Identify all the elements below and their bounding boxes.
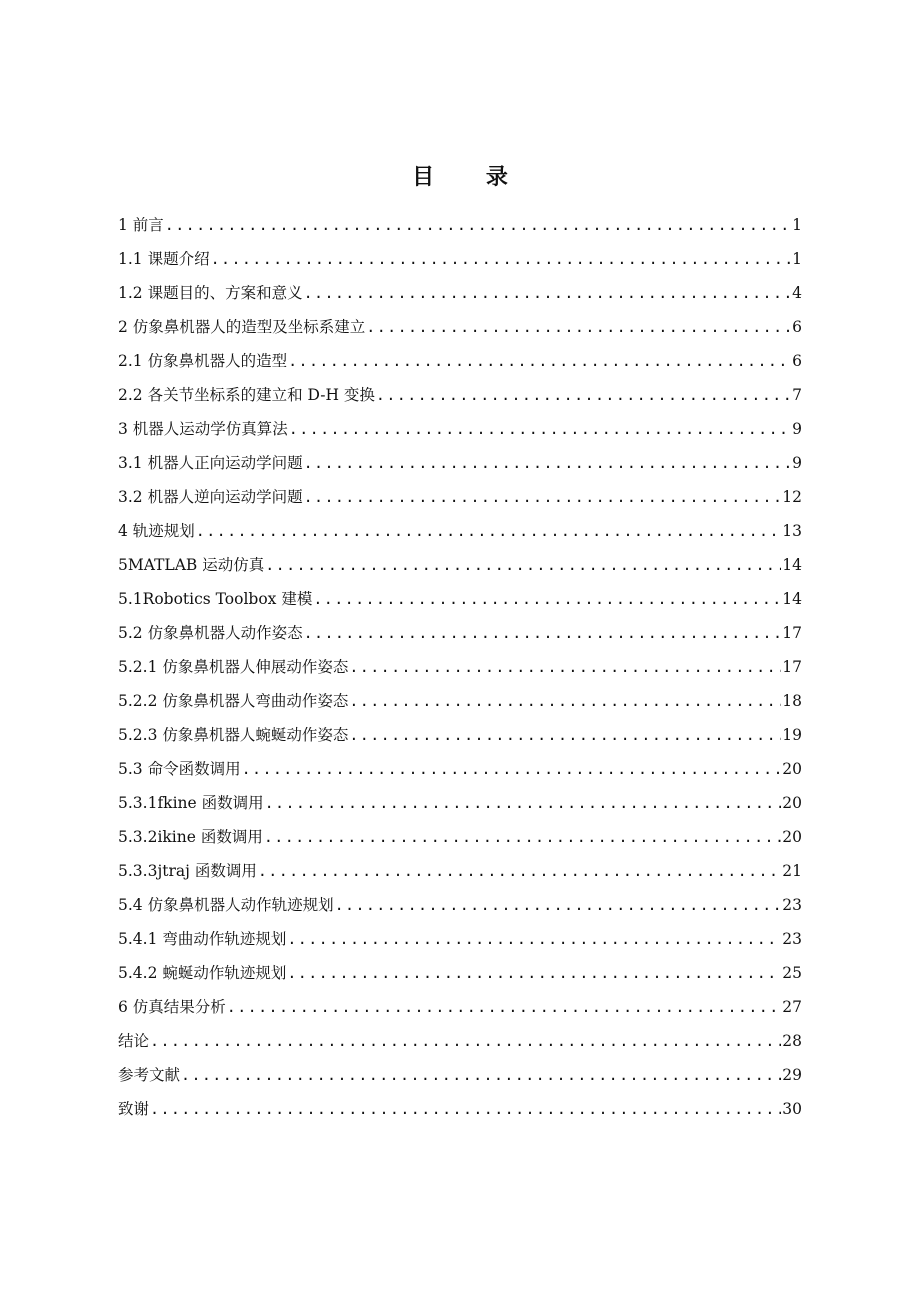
- toc-entry-title: 5.2.1 仿象鼻机器人伸展动作姿态: [118, 658, 349, 676]
- toc-entry-page-number: 30: [782, 1100, 802, 1118]
- toc-entry[interactable]: [118, 514, 802, 548]
- toc-leader-dots: [265, 786, 782, 820]
- toc-entry-title: 5.4.2 蜿蜒动作轨迹规划: [118, 964, 287, 982]
- toc-entry-page-number: 23: [782, 896, 802, 914]
- toc-entry[interactable]: [118, 922, 802, 956]
- toc-entry[interactable]: [118, 820, 802, 854]
- toc-entry-title: 参考文献: [118, 1066, 181, 1084]
- toc-entry-title: 5.4.1 弯曲动作轨迹规划: [118, 930, 287, 948]
- toc-entry[interactable]: [118, 990, 802, 1024]
- toc-entry-page-number: 9: [792, 420, 802, 438]
- toc-entry-title: 5.1Robotics Toolbox 建模: [118, 590, 313, 608]
- toc-entry-page-number: 23: [782, 930, 802, 948]
- toc-entry-page-number: 20: [782, 760, 802, 778]
- toc-entry-title: 5.2.3 仿象鼻机器人蜿蜒动作姿态: [118, 726, 349, 744]
- toc-entry[interactable]: [118, 582, 802, 616]
- toc-entry[interactable]: [118, 956, 802, 990]
- toc-leader-dots: [349, 718, 781, 752]
- toc-entry-title: 4 轨迹规划: [118, 522, 195, 540]
- toc-leader-dots: [181, 1058, 781, 1092]
- toc-leader-dots: [196, 514, 781, 548]
- toc-entry-page-number: 1: [792, 250, 802, 268]
- toc-leader-dots: [242, 752, 782, 786]
- toc-entry[interactable]: [118, 276, 802, 310]
- toc-entry[interactable]: [118, 378, 802, 412]
- toc-entry[interactable]: [118, 548, 802, 582]
- toc-entry-title: 5.2.2 仿象鼻机器人弯曲动作姿态: [118, 692, 349, 710]
- toc-entry-page-number: 27: [782, 998, 802, 1016]
- toc-leader-dots: [304, 446, 792, 480]
- toc-entry-page-number: 21: [782, 862, 802, 880]
- toc-entry[interactable]: [118, 242, 802, 276]
- page-title: 目 录: [412, 165, 530, 190]
- toc-leader-dots: [313, 582, 781, 616]
- toc-entry-page-number: 29: [782, 1066, 802, 1084]
- toc-entry-page-number: 19: [782, 726, 802, 744]
- toc-leader-dots: [287, 956, 781, 990]
- toc-leader-dots: [304, 480, 782, 514]
- toc-entry-page-number: 14: [782, 590, 802, 608]
- toc-entry[interactable]: [118, 208, 802, 242]
- toc-leader-dots: [349, 684, 781, 718]
- toc-entry-title: 5.3 命令函数调用: [118, 760, 241, 778]
- toc-leader-dots: [304, 276, 792, 310]
- toc-entry-title: 3 机器人运动学仿真算法: [118, 420, 288, 438]
- toc-entry-page-number: 25: [782, 964, 802, 982]
- toc-leader-dots: [366, 310, 791, 344]
- toc-leader-dots: [264, 820, 781, 854]
- toc-leader-dots: [335, 888, 782, 922]
- toc-leader-dots: [349, 650, 781, 684]
- toc-entry-title: 2.2 各关节坐标系的建立和 D-H 变换: [118, 386, 375, 404]
- toc-entry[interactable]: [118, 888, 802, 922]
- toc-entry[interactable]: [118, 718, 802, 752]
- toc-entry-title: 5.4 仿象鼻机器人动作轨迹规划: [118, 896, 334, 914]
- toc-entry[interactable]: [118, 854, 802, 888]
- toc-entry[interactable]: [118, 616, 802, 650]
- toc-entry-title: 3.2 机器人逆向运动学问题: [118, 488, 303, 506]
- toc-entry-title: 5MATLAB 运动仿真: [118, 556, 265, 574]
- toc-entry-title: 5.3.3jtraj 函数调用: [118, 862, 257, 880]
- toc-leader-dots: [227, 990, 781, 1024]
- toc-entry[interactable]: [118, 344, 802, 378]
- toc-leader-dots: [165, 208, 791, 242]
- toc-entry-page-number: 17: [782, 624, 802, 642]
- toc-entry[interactable]: [118, 752, 802, 786]
- table-of-contents: [118, 208, 802, 1126]
- toc-entry[interactable]: [118, 684, 802, 718]
- toc-leader-dots: [211, 242, 792, 276]
- toc-entry[interactable]: [118, 786, 802, 820]
- toc-leader-dots: [376, 378, 791, 412]
- toc-entry[interactable]: [118, 446, 802, 480]
- toc-entry-title: 1.1 课题介绍: [118, 250, 210, 268]
- toc-entry-title: 5.2 仿象鼻机器人动作姿态: [118, 624, 303, 642]
- toc-leader-dots: [287, 922, 781, 956]
- toc-entry-page-number: 1: [792, 216, 802, 234]
- toc-leader-dots: [289, 412, 791, 446]
- toc-entry[interactable]: [118, 650, 802, 684]
- toc-entry-page-number: 4: [792, 284, 802, 302]
- toc-entry-page-number: 20: [782, 794, 802, 812]
- toc-leader-dots: [265, 548, 781, 582]
- toc-entry-page-number: 17: [782, 658, 802, 676]
- toc-entry-title: 1 前言: [118, 216, 164, 234]
- toc-entry[interactable]: [118, 412, 802, 446]
- toc-entry-page-number: 12: [782, 488, 802, 506]
- toc-leader-dots: [304, 616, 782, 650]
- toc-entry-title: 1.2 课题目的、方案和意义: [118, 284, 303, 302]
- toc-entry-page-number: 7: [792, 386, 802, 404]
- toc-entry[interactable]: [118, 310, 802, 344]
- toc-entry-page-number: 14: [782, 556, 802, 574]
- toc-entry-page-number: 20: [782, 828, 802, 846]
- toc-entry-page-number: 6: [792, 318, 802, 336]
- toc-entry-page-number: 9: [792, 454, 802, 472]
- toc-entry-page-number: 6: [792, 352, 802, 370]
- toc-entry-page-number: 18: [782, 692, 802, 710]
- toc-leader-dots: [150, 1024, 781, 1058]
- toc-entry-title: 6 仿真结果分析: [118, 998, 226, 1016]
- toc-entry-title: 5.3.2ikine 函数调用: [118, 828, 263, 846]
- toc-entry-title: 结论: [118, 1032, 150, 1050]
- toc-entry-title: 2.1 仿象鼻机器人的造型: [118, 352, 288, 370]
- toc-entry-title: 3.1 机器人正向运动学问题: [118, 454, 303, 472]
- toc-entry[interactable]: [118, 1024, 802, 1058]
- toc-leader-dots: [150, 1092, 781, 1126]
- toc-entry-page-number: 13: [782, 522, 802, 540]
- toc-entry-page-number: 28: [782, 1032, 802, 1050]
- toc-leader-dots: [288, 344, 791, 378]
- toc-entry[interactable]: [118, 1092, 802, 1126]
- toc-entry[interactable]: [118, 480, 802, 514]
- toc-entry-title: 5.3.1fkine 函数调用: [118, 794, 264, 812]
- toc-leader-dots: [258, 854, 781, 888]
- toc-entry-title: 2 仿象鼻机器人的造型及坐标系建立: [118, 318, 366, 336]
- toc-entry[interactable]: [118, 1058, 802, 1092]
- toc-entry-title: 致谢: [118, 1100, 150, 1118]
